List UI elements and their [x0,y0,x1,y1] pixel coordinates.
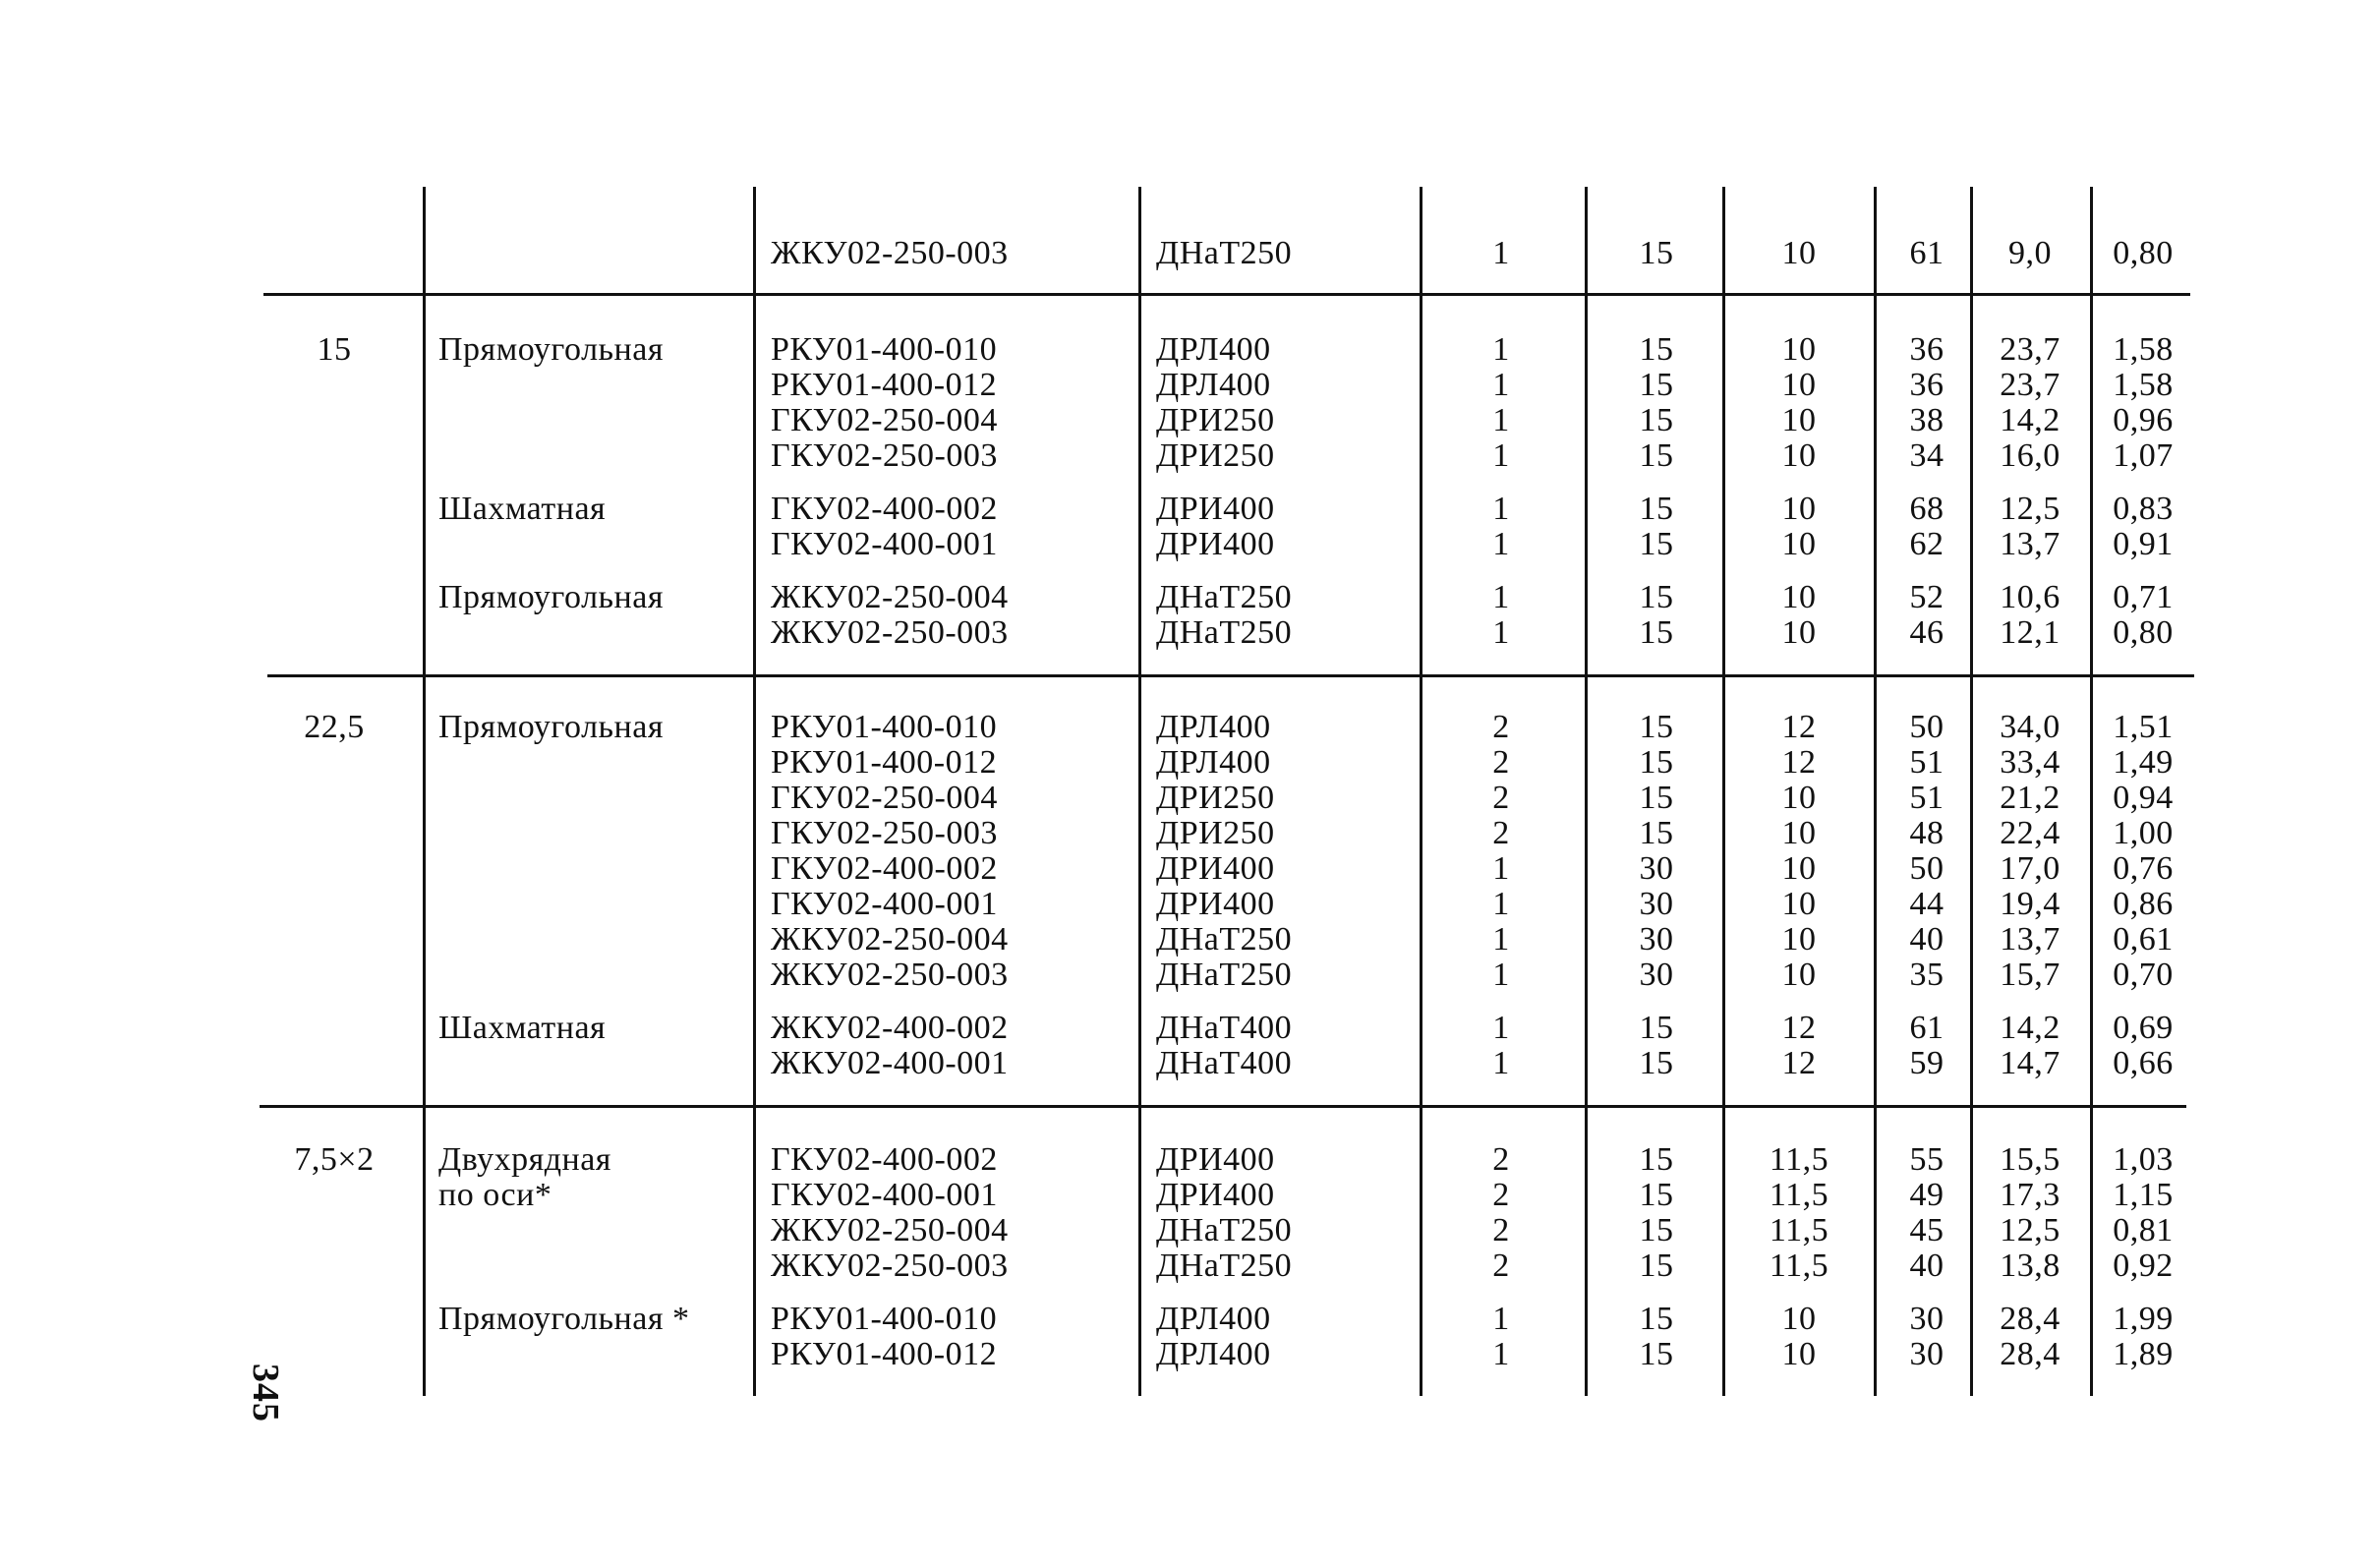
column-rule [1722,187,1725,1396]
ratio-cell: 0,76 [2113,850,2174,887]
source-cell: ДРИ400 [1156,1177,1275,1213]
source-cell: ДНаТ250 [1156,579,1293,615]
source-cell: ДРИ400 [1156,526,1275,562]
count-cell: 1 [1492,1301,1510,1337]
source-cell: ДРИ250 [1156,815,1275,851]
height-cell: 11,5 [1769,1177,1829,1213]
percent-cell: 55 [1909,1141,1945,1178]
count-cell: 1 [1492,491,1510,527]
lamp-cell: ГКУ02-400-001 [771,526,998,562]
value-cell: 12,1 [2000,614,2061,651]
height-cell: 12 [1781,744,1817,781]
percent-cell: 48 [1909,815,1945,851]
spacing-cell: 15 [1639,744,1674,781]
count-cell: 2 [1492,744,1510,781]
spacing-cell: 15 [1639,1177,1674,1213]
height-cell: 10 [1781,579,1817,615]
ratio-cell: 1,00 [2113,815,2174,851]
height-cell: 12 [1781,1010,1817,1046]
source-cell: ДНаТ250 [1156,1212,1293,1248]
value-cell: 14,2 [2000,402,2061,438]
source-cell: ДРЛ400 [1156,709,1271,745]
value-cell: 21,2 [2000,780,2061,816]
lamp-cell: РКУ01-400-012 [771,367,998,403]
mounting-height-cell: 15 [317,331,352,368]
spacing-cell: 15 [1639,1248,1674,1284]
value-cell: 12,5 [2000,1212,2061,1248]
percent-cell: 40 [1909,1248,1945,1284]
source-cell: ДРЛ400 [1156,367,1271,403]
count-cell: 1 [1492,850,1510,887]
value-cell: 17,0 [2000,850,2061,887]
arrangement-cell: Прямоугольная * [438,1301,690,1337]
value-cell: 12,5 [2000,491,2061,527]
arrangement-cell: Прямоугольная [438,331,664,368]
percent-cell: 51 [1909,780,1945,816]
ratio-cell: 1,58 [2113,331,2174,368]
spacing-cell: 15 [1639,402,1674,438]
percent-cell: 62 [1909,526,1945,562]
source-cell: ДРИ250 [1156,402,1275,438]
page-number: 345 [245,1364,286,1422]
ratio-cell: 0,80 [2113,235,2174,271]
lamp-cell: РКУ01-400-012 [771,744,998,781]
percent-cell: 38 [1909,402,1945,438]
height-cell: 10 [1781,957,1817,993]
percent-cell: 34 [1909,437,1945,474]
lamp-cell: ГКУ02-400-002 [771,850,998,887]
height-cell: 12 [1781,1045,1817,1081]
value-cell: 22,4 [2000,815,2061,851]
source-cell: ДРИ250 [1156,437,1275,474]
spacing-cell: 30 [1639,886,1674,922]
column-rule [2090,187,2093,1396]
mounting-height-cell: 7,5×2 [294,1141,375,1178]
percent-cell: 68 [1909,491,1945,527]
spacing-cell: 15 [1639,526,1674,562]
lamp-cell: ГКУ02-400-001 [771,1177,998,1213]
column-rule [423,187,426,1396]
ratio-cell: 1,89 [2113,1336,2174,1372]
lamp-cell: ЖКУ02-250-003 [771,957,1009,993]
ratio-cell: 0,69 [2113,1010,2174,1046]
source-cell: ДРИ400 [1156,886,1275,922]
source-cell: ДРИ400 [1156,491,1275,527]
spacing-cell: 15 [1639,1336,1674,1372]
count-cell: 2 [1492,815,1510,851]
count-cell: 1 [1492,331,1510,368]
ratio-cell: 0,96 [2113,402,2174,438]
height-cell: 10 [1781,815,1817,851]
value-cell: 28,4 [2000,1301,2061,1337]
lamp-cell: ГКУ02-250-003 [771,437,998,474]
height-cell: 11,5 [1769,1248,1829,1284]
column-rule [753,187,756,1396]
spacing-cell: 15 [1639,1045,1674,1081]
value-cell: 16,0 [2000,437,2061,474]
height-cell: 10 [1781,331,1817,368]
lamp-cell: ЖКУ02-250-003 [771,614,1009,651]
ratio-cell: 0,80 [2113,614,2174,651]
spacing-cell: 15 [1639,780,1674,816]
source-cell: ДРЛ400 [1156,331,1271,368]
height-cell: 11,5 [1769,1141,1829,1178]
column-rule [1874,187,1877,1396]
count-cell: 1 [1492,1336,1510,1372]
ratio-cell: 0,94 [2113,780,2174,816]
value-cell: 15,7 [2000,957,2061,993]
ratio-cell: 0,83 [2113,491,2174,527]
arrangement-cell: Шахматная [438,491,607,527]
column-rule [1420,187,1422,1396]
source-cell: ДРЛ400 [1156,744,1271,781]
column-rule [1585,187,1588,1396]
percent-cell: 35 [1909,957,1945,993]
value-cell: 13,7 [2000,526,2061,562]
lamp-cell: ГКУ02-250-003 [771,815,998,851]
count-cell: 1 [1492,1010,1510,1046]
count-cell: 2 [1492,780,1510,816]
arrangement-cell: Двухрядная [438,1141,611,1178]
height-cell: 10 [1781,614,1817,651]
lamp-cell: ЖКУ02-250-004 [771,921,1009,958]
ratio-cell: 0,61 [2113,921,2174,958]
source-cell: ДНаТ400 [1156,1010,1293,1046]
ratio-cell: 1,99 [2113,1301,2174,1337]
arrangement-cell: Прямоугольная [438,709,664,745]
lamp-cell: РКУ01-400-012 [771,1336,998,1372]
height-cell: 10 [1781,921,1817,958]
ratio-cell: 0,81 [2113,1212,2174,1248]
ratio-cell: 0,70 [2113,957,2174,993]
value-cell: 14,2 [2000,1010,2061,1046]
percent-cell: 61 [1909,235,1945,271]
lamp-cell: ГКУ02-400-002 [771,491,998,527]
percent-cell: 46 [1909,614,1945,651]
percent-cell: 30 [1909,1301,1945,1337]
source-cell: ДРИ250 [1156,780,1275,816]
spacing-cell: 15 [1639,1301,1674,1337]
source-cell: ДРЛ400 [1156,1336,1271,1372]
height-cell: 12 [1781,709,1817,745]
spacing-cell: 15 [1639,1010,1674,1046]
arrangement-cell: по оси* [438,1177,552,1213]
spacing-cell: 15 [1639,614,1674,651]
spacing-cell: 30 [1639,850,1674,887]
spacing-cell: 15 [1639,579,1674,615]
spacing-cell: 30 [1639,957,1674,993]
spacing-cell: 30 [1639,921,1674,958]
value-cell: 15,5 [2000,1141,2061,1178]
percent-cell: 59 [1909,1045,1945,1081]
height-cell: 10 [1781,1301,1817,1337]
height-cell: 10 [1781,780,1817,816]
ratio-cell: 1,15 [2113,1177,2174,1213]
lamp-cell: ГКУ02-250-004 [771,780,998,816]
value-cell: 33,4 [2000,744,2061,781]
count-cell: 1 [1492,437,1510,474]
lamp-cell: ЖКУ02-250-004 [771,1212,1009,1248]
lamp-cell: ЖКУ02-250-003 [771,235,1009,271]
height-cell: 10 [1781,850,1817,887]
value-cell: 23,7 [2000,367,2061,403]
value-cell: 14,7 [2000,1045,2061,1081]
height-cell: 10 [1781,1336,1817,1372]
ratio-cell: 1,51 [2113,709,2174,745]
source-cell: ДНаТ250 [1156,1248,1293,1284]
group-separator [260,1105,2186,1108]
value-cell: 28,4 [2000,1336,2061,1372]
count-cell: 2 [1492,1248,1510,1284]
lamp-cell: ГКУ02-250-004 [771,402,998,438]
value-cell: 13,7 [2000,921,2061,958]
ratio-cell: 1,49 [2113,744,2174,781]
percent-cell: 36 [1909,331,1945,368]
count-cell: 1 [1492,1045,1510,1081]
source-cell: ДРИ400 [1156,1141,1275,1178]
count-cell: 2 [1492,1177,1510,1213]
lamp-cell: РКУ01-400-010 [771,709,998,745]
value-cell: 10,6 [2000,579,2061,615]
percent-cell: 36 [1909,367,1945,403]
source-cell: ДРЛ400 [1156,1301,1271,1337]
source-cell: ДНаТ250 [1156,235,1293,271]
lamp-cell: ГКУ02-400-001 [771,886,998,922]
value-cell: 34,0 [2000,709,2061,745]
lamp-cell: ГКУ02-400-002 [771,1141,998,1178]
source-cell: ДНаТ250 [1156,957,1293,993]
ratio-cell: 1,07 [2113,437,2174,474]
group-separator [267,674,2194,677]
value-cell: 13,8 [2000,1248,2061,1284]
height-cell: 10 [1781,526,1817,562]
ratio-cell: 1,58 [2113,367,2174,403]
arrangement-cell: Шахматная [438,1010,607,1046]
percent-cell: 52 [1909,579,1945,615]
lamp-cell: РКУ01-400-010 [771,1301,998,1337]
height-cell: 10 [1781,402,1817,438]
count-cell: 1 [1492,367,1510,403]
ratio-cell: 0,92 [2113,1248,2174,1284]
source-cell: ДНаТ400 [1156,1045,1293,1081]
value-cell: 9,0 [2008,235,2052,271]
count-cell: 2 [1492,1212,1510,1248]
count-cell: 1 [1492,235,1510,271]
height-cell: 10 [1781,491,1817,527]
count-cell: 1 [1492,579,1510,615]
source-cell: ДНаТ250 [1156,921,1293,958]
spacing-cell: 15 [1639,815,1674,851]
lamp-cell: ЖКУ02-400-002 [771,1010,1009,1046]
group-separator [263,293,2190,296]
count-cell: 2 [1492,1141,1510,1178]
height-cell: 10 [1781,886,1817,922]
count-cell: 1 [1492,957,1510,993]
mounting-height-cell: 22,5 [304,709,365,745]
percent-cell: 51 [1909,744,1945,781]
arrangement-cell: Прямоугольная [438,579,664,615]
percent-cell: 44 [1909,886,1945,922]
percent-cell: 45 [1909,1212,1945,1248]
percent-cell: 30 [1909,1336,1945,1372]
lamp-cell: ЖКУ02-400-001 [771,1045,1009,1081]
percent-cell: 50 [1909,709,1945,745]
spacing-cell: 15 [1639,235,1674,271]
value-cell: 17,3 [2000,1177,2061,1213]
value-cell: 23,7 [2000,331,2061,368]
source-cell: ДРИ400 [1156,850,1275,887]
percent-cell: 50 [1909,850,1945,887]
count-cell: 1 [1492,614,1510,651]
ratio-cell: 1,03 [2113,1141,2174,1178]
spacing-cell: 15 [1639,1141,1674,1178]
percent-cell: 61 [1909,1010,1945,1046]
lamp-cell: ЖКУ02-250-003 [771,1248,1009,1284]
spacing-cell: 15 [1639,367,1674,403]
ratio-cell: 0,66 [2113,1045,2174,1081]
height-cell: 10 [1781,437,1817,474]
percent-cell: 49 [1909,1177,1945,1213]
percent-cell: 40 [1909,921,1945,958]
ratio-cell: 0,91 [2113,526,2174,562]
height-cell: 10 [1781,235,1817,271]
lamp-cell: ЖКУ02-250-004 [771,579,1009,615]
ratio-cell: 0,71 [2113,579,2174,615]
ratio-cell: 0,86 [2113,886,2174,922]
spacing-cell: 15 [1639,1212,1674,1248]
lamp-cell: РКУ01-400-010 [771,331,998,368]
count-cell: 1 [1492,921,1510,958]
column-rule [1138,187,1141,1396]
column-rule [1970,187,1973,1396]
count-cell: 1 [1492,402,1510,438]
count-cell: 1 [1492,526,1510,562]
spacing-cell: 15 [1639,491,1674,527]
spacing-cell: 15 [1639,709,1674,745]
count-cell: 1 [1492,886,1510,922]
height-cell: 10 [1781,367,1817,403]
spacing-cell: 15 [1639,437,1674,474]
spacing-cell: 15 [1639,331,1674,368]
value-cell: 19,4 [2000,886,2061,922]
source-cell: ДНаТ250 [1156,614,1293,651]
count-cell: 2 [1492,709,1510,745]
height-cell: 11,5 [1769,1212,1829,1248]
